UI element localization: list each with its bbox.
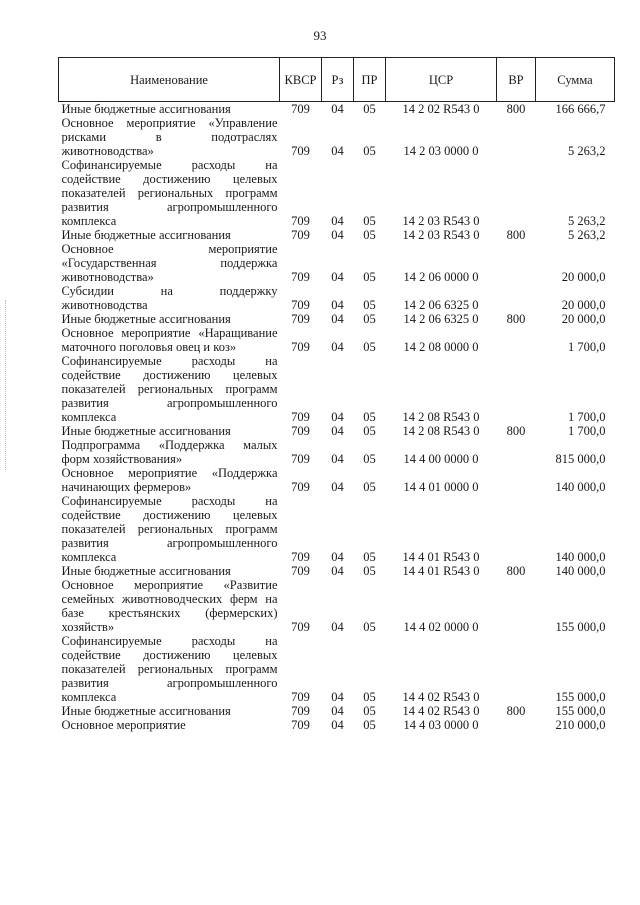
table-row <box>59 284 615 312</box>
cell-kvsr: 709 <box>291 704 310 718</box>
cell-rz: 04 <box>331 550 344 564</box>
cell-name: Основное мероприятие <box>61 718 186 732</box>
cell-name: Основное мероприятие «Государственная поддержка животноводства» <box>61 242 278 284</box>
cell-pr: 05 <box>363 424 376 438</box>
cell-kvsr: 709 <box>291 480 310 494</box>
cell-rz: 04 <box>331 452 344 466</box>
table-body <box>59 102 615 733</box>
cell-csr: 14 2 03 R543 0 <box>402 214 480 228</box>
page-number: 93 <box>313 28 327 43</box>
header-vr: ВР <box>497 58 536 102</box>
table-row <box>59 466 615 494</box>
cell-csr: 14 2 06 0000 0 <box>403 270 479 284</box>
cell-sum: 20 000,0 <box>561 298 606 312</box>
cell-sum: 5 263,2 <box>568 144 606 158</box>
cell-name: Основное мероприятие «Управление рисками в подотраслях животноводства» <box>61 116 278 158</box>
cell-csr: 14 2 03 0000 0 <box>403 144 479 158</box>
cell-pr: 05 <box>363 690 376 704</box>
cell-kvsr: 709 <box>291 550 310 564</box>
cell-rz: 04 <box>331 718 344 732</box>
cell-csr: 14 4 00 0000 0 <box>403 452 479 466</box>
cell-sum: 5 263,2 <box>568 228 606 242</box>
cell-rz: 04 <box>331 704 344 718</box>
cell-sum: 210 000,0 <box>555 718 606 732</box>
scan-margin-line <box>5 300 6 470</box>
cell-name: Иные бюджетные ассигнования <box>61 312 231 326</box>
cell-csr: 14 4 01 0000 0 <box>403 480 479 494</box>
cell-sum: 140 000,0 <box>555 564 606 578</box>
cell-pr: 05 <box>363 228 376 242</box>
header-rz: Рз <box>322 58 354 102</box>
cell-rz: 04 <box>331 298 344 312</box>
cell-rz: 04 <box>331 312 344 326</box>
cell-sum: 155 000,0 <box>555 704 606 718</box>
cell-sum: 155 000,0 <box>555 690 606 704</box>
cell-vr: 800 <box>506 228 526 242</box>
table-row <box>59 578 615 634</box>
cell-kvsr: 709 <box>291 718 310 732</box>
cell-vr: 800 <box>506 564 526 578</box>
cell-vr <box>497 494 536 564</box>
cell-rz: 04 <box>331 410 344 424</box>
header-sum: Сумма <box>536 58 615 102</box>
cell-kvsr: 709 <box>291 214 310 228</box>
cell-name: Софинансируемые расходы на содействие достижению целевых показателей региональных программ развития агропромышленного комплекса <box>61 354 278 424</box>
cell-sum: 140 000,0 <box>555 550 606 564</box>
cell-name: Основное мероприятие «Развитие семейных животноводческих ферм на базе крестьянских (фермерских) хозяйств» <box>61 578 278 634</box>
cell-rz: 04 <box>331 144 344 158</box>
cell-rz: 04 <box>331 564 344 578</box>
cell-name: Иные бюджетные ассигнования <box>61 564 231 578</box>
table-row <box>59 438 615 466</box>
table-header <box>59 58 615 102</box>
cell-csr: 14 2 03 R543 0 <box>402 228 480 242</box>
cell-sum: 815 000,0 <box>555 452 606 466</box>
cell-sum: 20 000,0 <box>561 312 606 326</box>
cell-pr: 05 <box>363 102 376 116</box>
header-kvsr: КВСР <box>280 58 322 102</box>
cell-kvsr: 709 <box>291 228 310 242</box>
table-row <box>59 494 615 564</box>
cell-csr: 14 4 03 0000 0 <box>403 718 479 732</box>
cell-vr <box>497 466 536 494</box>
table-row <box>59 718 615 732</box>
cell-sum: 155 000,0 <box>555 620 606 634</box>
cell-csr: 14 4 02 0000 0 <box>403 620 479 634</box>
table-row <box>59 354 615 424</box>
cell-kvsr: 709 <box>291 340 310 354</box>
table-row <box>59 312 615 326</box>
cell-csr: 14 2 06 6325 0 <box>403 312 479 326</box>
cell-sum: 166 666,7 <box>555 102 606 116</box>
cell-rz: 04 <box>331 480 344 494</box>
cell-pr: 05 <box>363 410 376 424</box>
cell-vr <box>497 326 536 354</box>
cell-vr: 800 <box>506 424 526 438</box>
cell-csr: 14 4 02 R543 0 <box>402 704 480 718</box>
cell-sum: 20 000,0 <box>561 270 606 284</box>
cell-pr: 05 <box>363 564 376 578</box>
cell-sum: 1 700,0 <box>568 410 606 424</box>
cell-pr: 05 <box>363 312 376 326</box>
cell-kvsr: 709 <box>291 690 310 704</box>
cell-pr: 05 <box>363 704 376 718</box>
cell-csr: 14 4 01 R543 0 <box>402 564 480 578</box>
cell-vr <box>497 354 536 424</box>
cell-csr: 14 4 02 R543 0 <box>402 690 480 704</box>
cell-pr: 05 <box>363 620 376 634</box>
cell-csr: 14 2 08 R543 0 <box>402 410 480 424</box>
cell-kvsr: 709 <box>291 144 310 158</box>
cell-pr: 05 <box>363 452 376 466</box>
cell-pr: 05 <box>363 718 376 732</box>
cell-sum: 1 700,0 <box>568 340 606 354</box>
cell-vr <box>497 158 536 228</box>
cell-vr: 800 <box>506 704 526 718</box>
cell-vr <box>497 578 536 634</box>
cell-kvsr: 709 <box>291 410 310 424</box>
header-csr: ЦСР <box>386 58 497 102</box>
cell-vr: 800 <box>506 312 526 326</box>
cell-rz: 04 <box>331 270 344 284</box>
cell-pr: 05 <box>363 144 376 158</box>
table-row <box>59 634 615 704</box>
cell-kvsr: 709 <box>291 102 310 116</box>
cell-vr <box>497 718 536 732</box>
cell-rz: 04 <box>331 424 344 438</box>
cell-pr: 05 <box>363 214 376 228</box>
header-name: Наименование <box>59 58 280 102</box>
cell-sum: 140 000,0 <box>555 480 606 494</box>
cell-vr <box>497 438 536 466</box>
cell-vr: 800 <box>506 102 526 116</box>
table-row <box>59 116 615 158</box>
cell-kvsr: 709 <box>291 270 310 284</box>
cell-pr: 05 <box>363 550 376 564</box>
table-row <box>59 158 615 228</box>
cell-rz: 04 <box>331 228 344 242</box>
cell-sum: 1 700,0 <box>568 424 606 438</box>
table-row <box>59 704 615 718</box>
cell-csr: 14 2 08 R543 0 <box>402 424 480 438</box>
cell-kvsr: 709 <box>291 424 310 438</box>
table-row <box>59 242 615 284</box>
cell-rz: 04 <box>331 340 344 354</box>
cell-kvsr: 709 <box>291 298 310 312</box>
table-row <box>59 228 615 242</box>
cell-name: Субсидии на поддержку животноводства <box>61 284 278 312</box>
table-row <box>59 102 615 117</box>
cell-rz: 04 <box>331 620 344 634</box>
cell-name: Иные бюджетные ассигнования <box>61 424 231 438</box>
cell-kvsr: 709 <box>291 564 310 578</box>
budget-table <box>58 57 615 732</box>
cell-kvsr: 709 <box>291 312 310 326</box>
cell-name: Софинансируемые расходы на содействие достижению целевых показателей региональных программ развития агропромышленного комплекса <box>61 634 278 704</box>
cell-pr: 05 <box>363 298 376 312</box>
cell-name: Иные бюджетные ассигнования <box>61 102 231 116</box>
cell-pr: 05 <box>363 480 376 494</box>
cell-name: Иные бюджетные ассигнования <box>61 704 231 718</box>
cell-rz: 04 <box>331 690 344 704</box>
table-row <box>59 424 615 438</box>
cell-pr: 05 <box>363 340 376 354</box>
cell-csr: 14 2 08 0000 0 <box>403 340 479 354</box>
cell-name: Основное мероприятие «Наращивание маточного поголовья овец и коз» <box>61 326 278 354</box>
cell-vr <box>497 634 536 704</box>
table-row <box>59 564 615 578</box>
table-row <box>59 326 615 354</box>
cell-csr: 14 2 06 6325 0 <box>403 298 479 312</box>
cell-csr: 14 4 01 R543 0 <box>402 550 480 564</box>
cell-kvsr: 709 <box>291 620 310 634</box>
cell-vr <box>497 242 536 284</box>
cell-name: Софинансируемые расходы на содействие достижению целевых показателей региональных программ развития агропромышленного комплекса <box>61 494 278 564</box>
cell-sum: 5 263,2 <box>568 214 606 228</box>
cell-pr: 05 <box>363 270 376 284</box>
header-pr: ПР <box>354 58 386 102</box>
cell-name: Иные бюджетные ассигнования <box>61 228 231 242</box>
cell-name: Подпрограмма «Поддержка малых форм хозяйствования» <box>61 438 278 466</box>
cell-rz: 04 <box>331 214 344 228</box>
cell-rz: 04 <box>331 102 344 116</box>
cell-name: Софинансируемые расходы на содействие достижению целевых показателей региональных программ развития агропромышленного комплекса <box>61 158 278 228</box>
cell-name: Основное мероприятие «Поддержка начинающих фермеров» <box>61 466 278 494</box>
cell-csr: 14 2 02 R543 0 <box>402 102 480 116</box>
cell-kvsr: 709 <box>291 452 310 466</box>
cell-vr <box>497 116 536 158</box>
cell-vr <box>497 284 536 312</box>
